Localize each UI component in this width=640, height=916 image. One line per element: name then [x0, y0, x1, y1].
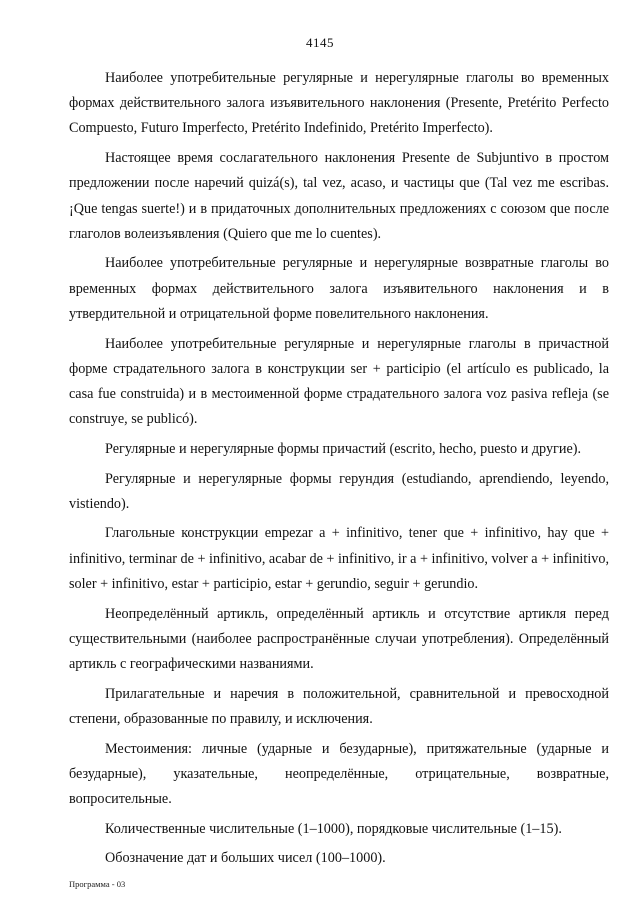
- paragraph-pronouns: Местоимения: личные (ударные и безударные), притяжательные (ударные и безударные), указательные, неопределённые, отрицательные, возвратные, вопросительные.: [69, 740, 609, 807]
- paragraph-participles: Регулярные и нерегулярные формы причастий (escrito, hecho, puesto и другие).: [105, 440, 582, 457]
- footer-label: Программа - 03: [69, 879, 126, 889]
- paragraph-numerals: Количественные числительные (1–1000), порядковые числительные (1–15).: [105, 820, 562, 837]
- paragraph-verbal-constructions: Глагольные конструкции empezar a + infinitivo, tener que + infinitivo, hay que + infinitivo, terminar de + infinitivo, acabar de + infinitivo, ir a + infinitivo, volver a + infinitivo, soler + infinitivo, estar + participio, estar + gerundio, seguir + gerundio.: [69, 525, 609, 592]
- paragraph-passive-voice: Наиболее употребительные регулярные и нерегулярные глаголы в причастной форме страдательного залога в конструкции ser + participio (el artículo es publicado, la casa fue construida) и в местоименной форме страдательного залога voz pasiva refleja (se construye, se publicó).: [69, 335, 609, 428]
- paragraph-adjectives-adverbs: Прилагательные и наречия в положительной, сравнительной и превосходной степени, образованные по правилу, и исключения.: [69, 685, 609, 727]
- paragraph-dates: Обозначение дат и больших чисел (100–1000).: [105, 850, 386, 867]
- paragraph-subjunctive: Настоящее время сослагательного наклонения Presente de Subjuntivo в простом предложении после наречий quizá(s), tal vez, acaso, и частицы que (Tal vez me escribas. ¡Que tengas suerte!) и в придаточных дополнительных предложениях с союзом que после глаголов волеизъявления (Quiero que me lo cuentes).: [69, 150, 609, 242]
- page-number: 4145: [306, 35, 334, 50]
- paragraph-gerunds: Регулярные и нерегулярные формы герундия (estudiando, aprendiendo, leyendo, vistiendo).: [69, 470, 609, 512]
- paragraph-articles: Неопределённый артикль, определённый артикль и отсутствие артикля перед существительными (наиболее распространённые случаи употребления). Определённый артикль с географическими названиями.: [69, 605, 609, 672]
- paragraph-verbs-indicative: Наиболее употребительные регулярные и нерегулярные глаголы во временных формах действительного залога изъявительного наклонения (Presente, Pretérito Perfecto Compuesto, Futuro Imperfecto, Pretérito Indefinido, Pretérito Imperfecto).: [69, 70, 609, 137]
- paragraph-reflexive-verbs: Наиболее употребительные регулярные и нерегулярные возвратные глаголы во временных формах действительного залога изъявительного наклонения и в утвердительной и отрицательной форме повелительного наклонения.: [69, 255, 609, 322]
- document-body: [69, 66, 609, 876]
